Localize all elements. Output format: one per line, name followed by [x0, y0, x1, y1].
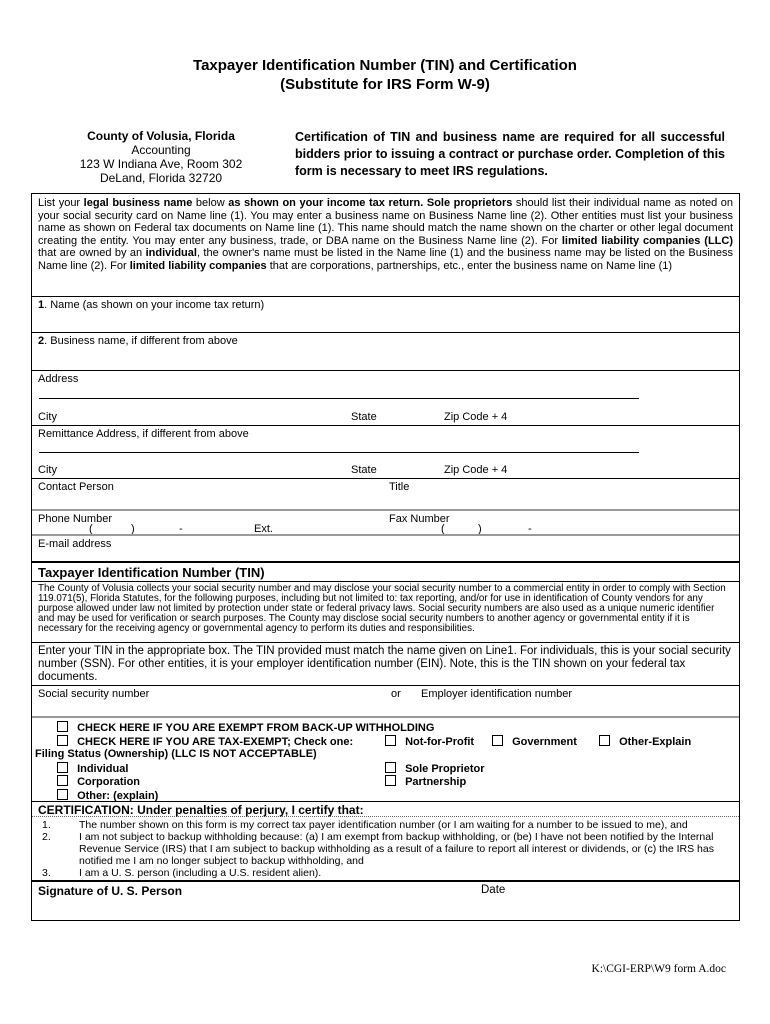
partnership-checkbox[interactable]: [385, 775, 396, 786]
name-field-row[interactable]: [32, 296, 739, 332]
phone-ext-label: Ext.: [254, 523, 273, 535]
or-label: or: [391, 688, 401, 700]
form-title-line2: (Substitute for IRS Form W-9): [280, 76, 490, 93]
remittance-zip-label: Zip Code + 4: [444, 464, 508, 476]
contact-person-label: Contact Person: [38, 481, 114, 493]
sole-proprietor-label: Sole Proprietor: [405, 762, 485, 775]
phone-number-label: Phone Number: [38, 513, 112, 525]
fax-paren-close: ): [478, 523, 482, 535]
other-explain-checkbox[interactable]: [599, 735, 610, 746]
intro-paragraph: List your legal business name below as shown on your income tax return. Sole proprietors should list their individual name as noted on your social security card on Name line (1). You may enter a business name on Business Name line (2). Other entities must list your business name as shown on Federal tax documents on Name line (1). This name should match the name shown on the charter or other legal document creating the entity. You may enter any business, trade, or DBA name on the Business Name line (2). For limited liability companies (LLC) that are owned by an individual, the owner's name must be listed in the Name line (1) and the business name may be listed on the Business Name line (2). For limited liability companies that are corporations, partnerships, etc., enter the business name on Name line (1): [38, 197, 733, 272]
agency-address-block: [76, 129, 246, 185]
signature-label: Signature of U. S. Person: [38, 884, 183, 898]
form-table: [31, 193, 740, 921]
tin-entry-row[interactable]: [32, 685, 739, 716]
header-block: [0, 129, 770, 189]
tax-exempt-label: CHECK HERE IF YOU ARE TAX-EXEMPT; Check one:: [77, 735, 354, 748]
backup-withholding-checkbox[interactable]: [57, 721, 68, 732]
filing-status-heading: Filing Status (Ownership) (LLC IS NOT ACCEPTABLE): [35, 748, 317, 761]
agency-name: County of Volusia, Florida: [87, 129, 235, 143]
sole-proprietor-option: [385, 762, 485, 775]
contact-field-row[interactable]: [32, 478, 739, 509]
exempt-filing-section: [32, 716, 739, 801]
individual-checkbox[interactable]: [57, 762, 68, 773]
certification-item: [32, 819, 739, 831]
fax-paren-open: (: [441, 523, 445, 535]
certification-list: [32, 817, 739, 880]
remittance-label: Remittance Address, if different from above: [38, 428, 249, 440]
form-title-line1: Taxpayer Identification Number (TIN) and Certification: [193, 57, 577, 74]
file-path-footer: K:\CGI-ERP\W9 form A.doc: [591, 963, 726, 975]
remittance-city-label: City: [38, 464, 57, 476]
title-label: Title: [389, 481, 410, 493]
certification-item-number: 1.: [42, 819, 51, 831]
email-label: E-mail address: [38, 538, 112, 550]
certification-item-text: I am a U. S. person (including a U.S. resident alien).: [79, 867, 322, 879]
tax-exempt-line: [32, 735, 739, 749]
city-label: City: [38, 411, 57, 423]
remittance-city-line: [32, 464, 739, 477]
form-title: [0, 56, 770, 94]
remittance-write-line[interactable]: [39, 452, 639, 453]
corporation-checkbox[interactable]: [57, 775, 68, 786]
not-for-profit-label: Not-for-Profit: [405, 735, 475, 748]
certification-notice: Certification of TIN and business name are required for all successful bidders prior to issuing a contract or purchase order. Completion of this form is necessary to meet IRS regulations.: [295, 130, 725, 178]
date-label: Date: [481, 884, 506, 896]
agency-city: DeLand, Florida 32720: [99, 171, 223, 185]
ssn-label: Social security number: [38, 688, 150, 700]
certification-header: CERTIFICATION: Under penalties of perjury, I certify that:: [32, 801, 739, 817]
government-label: Government: [512, 735, 577, 748]
government-option: [492, 735, 577, 748]
certification-item-text: I am not subject to backup withholding because: (a) I am exempt from backup withholding, or (be) I have not been notified by the Internal Revenue Service (IRS) that I am subject to backup withholding as a result of a failure to report all interest or dividends, or (c) the IRS has notified me I am no longer subject to backup withholding, and: [79, 831, 714, 867]
agency-dept: Accounting: [131, 143, 191, 157]
government-checkbox[interactable]: [492, 735, 503, 746]
other-explain-label: Other-Explain: [619, 735, 692, 748]
certification-item-number: 2.: [42, 831, 51, 843]
address-label: Address: [38, 373, 79, 385]
other-label: Other: (explain): [77, 789, 159, 802]
state-label: State: [351, 411, 377, 423]
partnership-label: Partnership: [405, 776, 467, 789]
certification-item: [32, 867, 739, 879]
business-name-field-label: 2. Business name, if different from above: [38, 335, 238, 347]
fax-dash: -: [528, 523, 532, 535]
tin-privacy-paragraph: The County of Volusia collects your social security number and may disclose your social security number to a commercial entity in order to comply with Section 119.071(5), Florida Statutes, for the following purposes, including but not limited to: tax reporting, and/or for use in identification of County vendors for any purpose allowed under law not limited by protection under state or federal privacy laws. Social security numbers are also used as a unique numeric identifier and may be used for verification or search purposes. The County may disclose social security numbers to another agency or governmental entity if it is necessary for the receiving agency or governmental agency to perform its duties and responsibilities.: [32, 581, 739, 642]
email-field-row[interactable]: [32, 534, 739, 561]
not-for-profit-option: [385, 735, 474, 748]
other-checkbox[interactable]: [57, 789, 68, 800]
phone-dash: -: [179, 523, 183, 535]
fax-number-label: Fax Number: [389, 513, 450, 525]
individual-line: [32, 762, 739, 776]
zip-label: Zip Code + 4: [444, 411, 508, 423]
phone-field-row[interactable]: [32, 509, 739, 534]
tax-exempt-checkbox[interactable]: [57, 735, 68, 746]
address-field-row: [32, 370, 739, 425]
partnership-option: [385, 775, 466, 788]
address-write-line[interactable]: [39, 398, 639, 399]
name-field-label: 1. Name (as shown on your income tax return): [38, 299, 265, 311]
certification-item: [32, 831, 739, 867]
corporation-label: Corporation: [77, 776, 141, 789]
corporation-line: [32, 775, 739, 789]
backup-withholding-label: CHECK HERE IF YOU ARE EXEMPT FROM BACK-UP WITHHOLDING: [77, 722, 435, 734]
business-name-field-row[interactable]: [32, 332, 739, 370]
ein-label: Employer identification number: [421, 688, 573, 700]
certification-item-text: The number shown on this form is my correct tax payer identification number (or I am waiting for a number to be issued to me), and: [79, 819, 688, 831]
phone-paren-close: ): [131, 523, 135, 535]
phone-paren-open: (: [89, 523, 93, 535]
remittance-state-label: State: [351, 464, 377, 476]
not-for-profit-checkbox[interactable]: [385, 735, 396, 746]
signature-row[interactable]: [32, 880, 739, 920]
sole-proprietor-checkbox[interactable]: [385, 762, 396, 773]
other-explain-option: [599, 735, 691, 748]
tin-instructions-paragraph: Enter your TIN in the appropriate box. The TIN provided must match the name given on Line1. For individuals, this is your social security number (SSN). For other entities, it is your employer identification number (EIN). Note, this is the TIN shown on your federal tax documents.: [32, 642, 739, 685]
agency-street: 123 W Indiana Ave, Room 302: [79, 157, 243, 171]
remittance-field-row: [32, 425, 739, 478]
address-city-line: [32, 411, 739, 424]
backup-withholding-line: [32, 721, 739, 735]
certification-item-number: 3.: [42, 867, 51, 879]
individual-label: Individual: [77, 762, 129, 775]
tin-section-header: Taxpayer Identification Number (TIN): [32, 561, 739, 581]
